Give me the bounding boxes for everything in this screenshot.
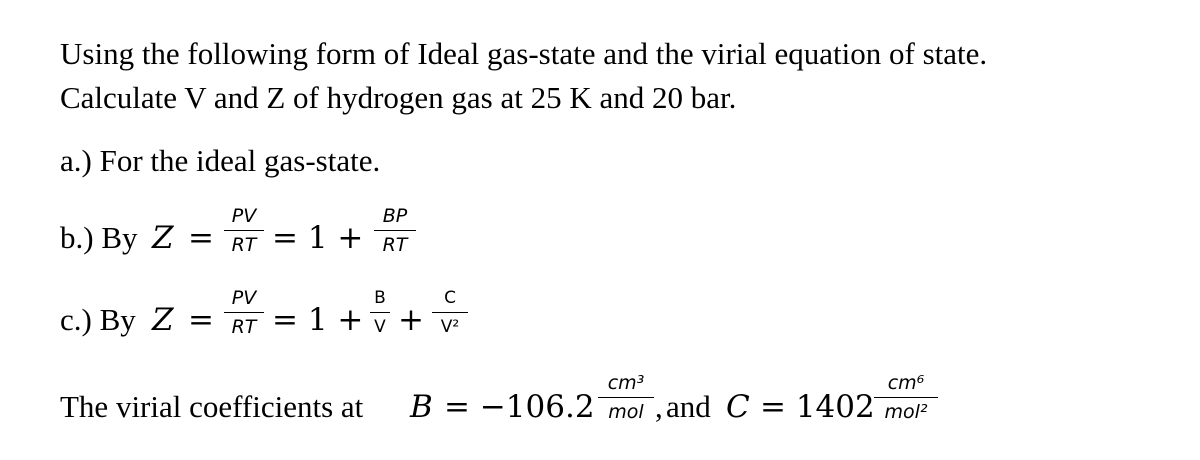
comma: , xyxy=(655,389,663,424)
part-c-equals-1: = xyxy=(188,302,214,338)
part-c-num-1: PV xyxy=(231,287,257,309)
part-c-label: c.) By xyxy=(60,302,136,337)
coefficient-b-unit xyxy=(598,372,654,423)
fraction-bar xyxy=(874,397,938,398)
fraction-bar xyxy=(432,312,468,313)
part-c-num-3: C xyxy=(444,288,456,308)
coefficient-c-unit-num: cm⁶ xyxy=(887,372,925,394)
intro-line-1: Using the following form of Ideal gas-state and the virial equation of state. xyxy=(60,36,988,71)
part-c-num-2: B xyxy=(374,288,386,308)
part-c-den-1: RT xyxy=(231,316,257,338)
coefficients-prefix: The virial coefficients at xyxy=(60,389,364,424)
part-b-fraction-bp-rt xyxy=(374,205,416,256)
part-b-den-1: RT xyxy=(231,234,257,256)
part-a-text: a.) For the ideal gas-state. xyxy=(60,143,381,178)
part-b-num-2: BP xyxy=(382,205,408,227)
part-c-fraction-pv-rt xyxy=(224,287,264,338)
part-b-equals-one-plus: = 1 + xyxy=(272,220,364,256)
part-b-equals-1: = xyxy=(188,220,214,256)
part-c-fraction-c-v2 xyxy=(432,287,468,338)
intro-line-2: Calculate V and Z of hydrogen gas at 25 K and 20 bar. xyxy=(60,80,737,115)
part-c-fraction-b-v xyxy=(370,287,390,338)
part-c-plus: + xyxy=(398,302,424,338)
part-c-z: Z xyxy=(152,302,174,338)
coefficient-c-unit-den: mol² xyxy=(884,401,928,423)
coefficient-c-value: = 1402 xyxy=(760,389,875,425)
part-b-den-2: RT xyxy=(382,234,408,256)
fraction-bar xyxy=(370,312,390,313)
part-b-z: Z xyxy=(152,220,174,256)
part-c-den-2: V xyxy=(374,317,386,337)
part-b-fraction-pv-rt xyxy=(224,205,264,256)
coefficient-b-unit-den: mol xyxy=(608,401,644,423)
fraction-bar xyxy=(598,397,654,398)
fraction-bar xyxy=(224,230,264,231)
part-c-equals-one-plus: = 1 + xyxy=(272,302,364,338)
fraction-bar xyxy=(374,230,416,231)
coefficient-b-value: = −106.2 xyxy=(444,389,595,425)
coefficient-b-unit-num: cm³ xyxy=(607,372,645,394)
part-b-num-1: PV xyxy=(231,205,257,227)
part-b-label: b.) By xyxy=(60,220,138,255)
coefficient-c-symbol: C xyxy=(726,389,750,425)
part-c-den-3: V² xyxy=(440,317,460,337)
coefficient-b-symbol: B xyxy=(410,389,433,425)
coefficient-c-unit xyxy=(874,372,938,423)
fraction-bar xyxy=(224,312,264,313)
and-text: and xyxy=(666,389,711,424)
